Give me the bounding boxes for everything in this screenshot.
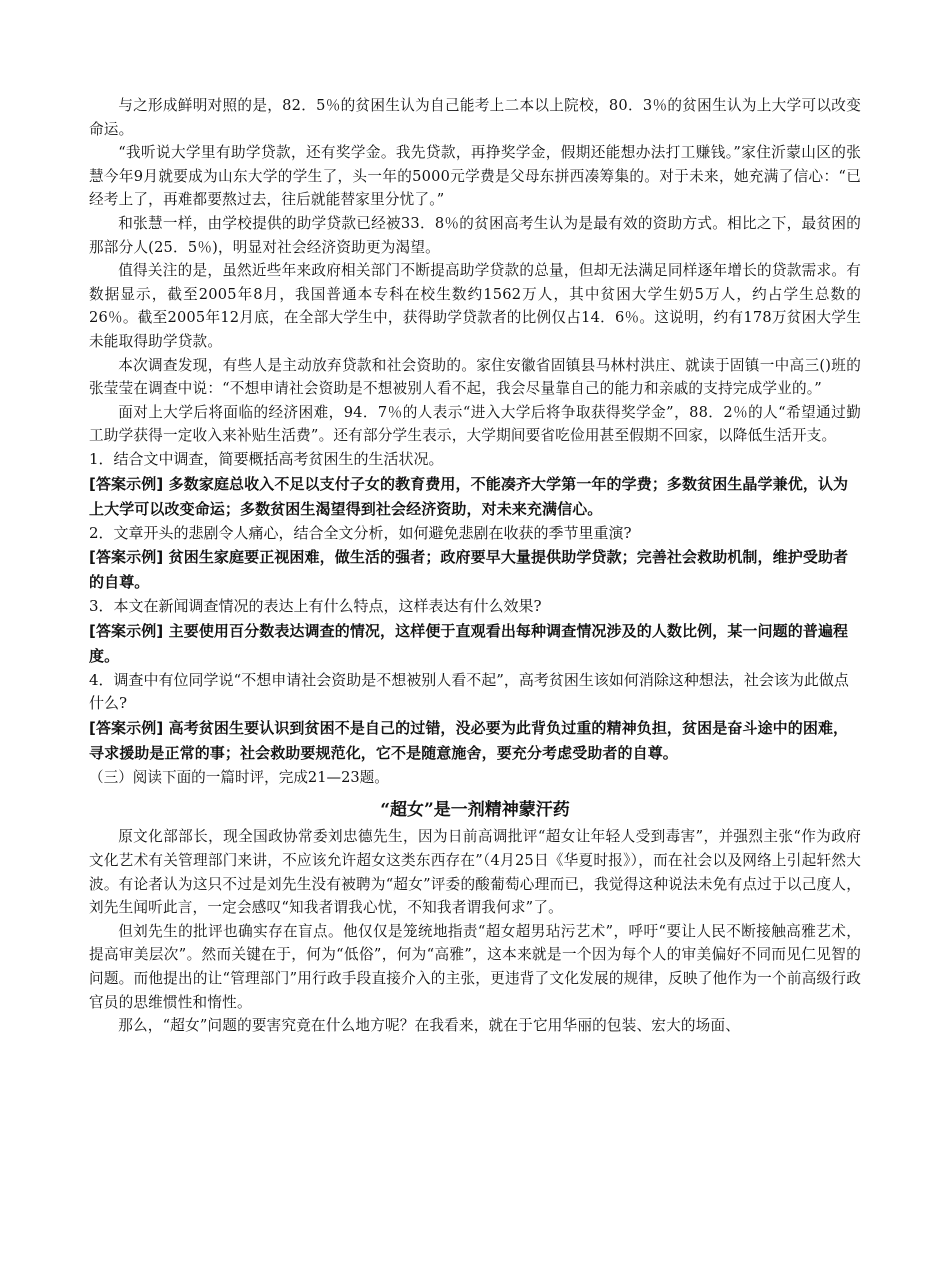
- answer-1: [答案示例] 多数家庭总收入不足以支付子女的教育费用，不能凑齐大学第一年的学费；多数贫困生晶学兼优，认为上大学可以改变命运；多数贫困生渴望得到社会经济资助，对未来充满信心。: [89, 474, 849, 518]
- question-1: 1．结合文中调查，简要概括高考贫困生的生活状况。: [89, 449, 444, 468]
- answer-3: [答案示例] 主要使用百分数表达调查的情况，这样便于直观看出每种调查情况涉及的人数比例，某一问题的普遍程度。: [89, 621, 849, 665]
- body-paragraph-5: 本次调查发现，有些人是主动放弃贷款和社会资助的。家住安徽省固镇县马林村洪庄、就读于固镇一中高三()班的张莹莹在调查中说：“不想申请社会资助是不想被别人看不起，我会尽量靠自己的能力和亲戚的支持完成学业的。”: [89, 356, 861, 398]
- question-4: 4．调查中有位同学说“不想申请社会资助是不想被别人看不起”，高考贫困生该如何消除这种想法，社会该为此做点什么?: [89, 670, 849, 713]
- body-paragraph-4: 值得关注的是，虽然近些年来政府相关部门不断提高助学贷款的总量，但却无法满足同样逐年增长的贷款需求。有数据显示，截至2005年8月，我国普通本专科在校生数约1562万人，其中贫困大学生奶5万人，约占学生总数的26％。截至2005年12月底，在全部大学生中，获得助学贷款者的比例仅占14．6％。这说明，约有178万贫困大学生未能取得助学贷款。: [89, 262, 861, 350]
- article-paragraph-2: 但刘先生的批评也确实存在盲点。他仅仅是笼统地指责“超女超男玷污艺术”，呼吁“要让人民不断接触高雅艺术，提高审美层次”。然而关键在于，何为“低俗”，何为“高雅”，这本来就是一个因为每个人的审美偏好不同而见仁见智的问题。而他提出的让“管理部门”用行政手段直接介入的主张，更违背了文化发展的规律，反映了他作为一个前高级行政官员的思维惯性和惰性。: [89, 922, 861, 1011]
- question-2: 2．文章开头的悲剧令人痛心，结合全文分析，如何避免悲剧在收获的季节里重演?: [89, 523, 632, 542]
- article-title: “超女”是一剂精神蒙汗药: [380, 800, 570, 821]
- body-paragraph-2: “我听说大学里有助学贷款，还有奖学金。我先贷款，再挣奖学金，假期还能想办法打工赚钱。”家住沂蒙山区的张慧今年9月就要成为山东大学的学生了，头一年的5000元学费是父母东拼西凑筹集的。对于未来，她充满了信心：“已经考上了，再难都要熬过去，往后就能替家里分忧了。”: [89, 144, 861, 209]
- body-paragraph-3: 和张慧一样，由学校提供的助学贷款已经被33．8％的贫困高考生认为是最有效的资助方式。相比之下，最贫困的那部分人(25．5％)，明显对社会经济资助更为渴望。: [89, 214, 861, 256]
- article-paragraph-3: 那么，“超女”问题的要害究竟在什么地方呢？在我看来，就在于它用华丽的包装、宏大的场面、: [118, 1017, 741, 1035]
- body-paragraph-6: 面对上大学后将面临的经济困难，94．7％的人表示“进入大学后将争取获得奖学金”，88．2％的人“希望通过勤工助学获得一定收入来补贴生活费”。还有部分学生表示，大学期间要省吃俭用甚至假期不回家，以降低生活开支。: [89, 403, 861, 445]
- question-3: 3．本文在新闻调查情况的表达上有什么特点，这样表达有什么效果?: [89, 597, 542, 616]
- body-paragraph-1: 与之形成鲜明对照的是，82．5％的贫困生认为自己能考上二本以上院校，80．3％的贫困生认为上大学可以改变命运。: [89, 97, 861, 138]
- section-heading: （三）阅读下面的一篇时评，完成21—23题。: [89, 768, 389, 786]
- answer-4: [答案示例] 高考贫困生要认识到贫困不是自己的过错，没必要为此背负过重的精神负担，贫困是奋斗途中的困难，寻求援助是正常的事；社会救助要规范化，它不是随意施舍，要充分考虑受助者的自尊。: [89, 718, 849, 762]
- document-page: [89, 94, 861, 1038]
- article-paragraph-1: 原文化部部长，现全国政协常委刘忠德先生，因为日前高调批评“超女让年轻人受到毒害”，并强烈主张“作为政府文化艺术有关管理部门来讲，不应该允许超女这类东西存在”（4月25日《华夏时报》），而在社会以及网络上引起轩然大波。有论者认为这只不过是刘先生没有被聘为“超女”评委的酸葡萄心理而已，我觉得这种说法未免有点过于以己度人，刘先生闻听此言，一定会感叹“知我者谓我心忧，不知我者谓我何求”了。: [89, 828, 861, 917]
- answer-2: [答案示例] 贫困生家庭要正视困难，做生活的强者；政府要早大量提供助学贷款；完善社会救助机制，维护受助者的自尊。: [89, 548, 849, 592]
